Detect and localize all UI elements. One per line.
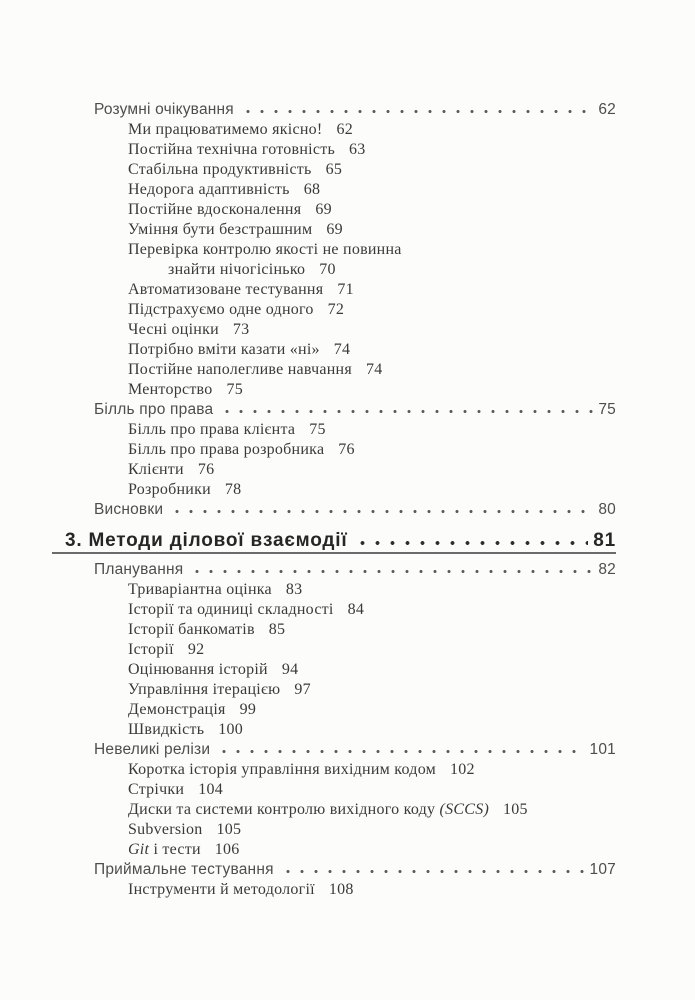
toc-entry-level2 xyxy=(0,620,695,640)
toc-entry-level1 xyxy=(0,560,695,580)
label-segment: Приймальне тестування xyxy=(94,861,274,878)
label-segment: Інструменти й методології xyxy=(128,881,315,898)
entry-label xyxy=(94,500,163,520)
label-segment: Менторство xyxy=(128,381,213,398)
toc-entry-level2 xyxy=(0,720,695,740)
label-segment: Розробники xyxy=(128,481,211,498)
page-number: 84 xyxy=(347,601,365,618)
page-number: 76 xyxy=(338,441,355,458)
label-segment: 3. Методи ділової взаємодії xyxy=(65,530,348,551)
entry-label xyxy=(128,681,280,698)
page-number: 75 xyxy=(226,381,243,398)
page-number: 69 xyxy=(326,221,343,238)
entry-label xyxy=(128,781,184,798)
page-number: 108 xyxy=(328,881,354,898)
entry-label xyxy=(128,421,295,438)
label-segment: Потрібно вміти казати «ні» xyxy=(128,341,320,358)
toc-entry-level2 xyxy=(0,880,695,900)
entry-label xyxy=(94,560,183,580)
entry-label xyxy=(128,301,314,318)
label-segment: Постійне наполегливе навчання xyxy=(128,361,352,378)
toc-entry-level2 xyxy=(0,120,695,140)
label-segment: Автоматизоване тестування xyxy=(128,281,324,298)
page-number: 73 xyxy=(232,321,250,338)
label-segment: Підстрахуємо одне одного xyxy=(128,301,314,318)
entry-label xyxy=(128,361,352,378)
entry-label xyxy=(128,601,334,618)
label-segment: Швидкість xyxy=(128,721,205,738)
page-number: 69 xyxy=(315,201,332,218)
entry-label xyxy=(128,141,335,158)
dot-leader xyxy=(187,569,593,574)
label-segment: Розумні очікування xyxy=(94,101,234,118)
label-segment: Постійне вдосконалення xyxy=(128,201,302,218)
label-segment: Оцінювання історій xyxy=(128,661,268,678)
label-segment: Історії та одиниці складності xyxy=(128,601,334,618)
entry-label xyxy=(128,721,204,738)
toc-entry-level2 xyxy=(0,300,695,320)
entry-label xyxy=(128,461,184,478)
label-segment: Чесні оцінки xyxy=(128,321,219,338)
label-segment: Git xyxy=(128,841,150,858)
entry-label xyxy=(128,221,312,238)
entry-label xyxy=(128,381,213,398)
toc-entry-level2 xyxy=(0,240,695,260)
toc-entry-level2 xyxy=(0,380,695,400)
toc-entry-level1 xyxy=(0,100,695,120)
entry-label xyxy=(128,621,255,638)
label-segment: (SCCS) xyxy=(439,801,490,818)
page-number: 62 xyxy=(336,121,353,138)
toc-entry-level2 xyxy=(0,440,695,460)
toc-entry-level1 xyxy=(0,500,695,520)
toc-entry-level1 xyxy=(0,740,695,760)
toc-entry-level2 xyxy=(0,320,695,340)
page-number: 71 xyxy=(337,281,354,298)
label-segment: Білль про права клієнта xyxy=(128,421,296,438)
toc-entry-level1 xyxy=(0,400,695,420)
page-number: 70 xyxy=(319,261,336,278)
page-number: 72 xyxy=(327,301,345,318)
entry-label xyxy=(128,281,323,298)
page-number: 85 xyxy=(268,621,286,638)
label-segment: Перевірка контролю якості не повинна xyxy=(128,241,402,258)
toc-entry-level2 xyxy=(0,340,695,360)
dot-leader xyxy=(167,509,593,514)
toc-entry-level2 xyxy=(0,580,695,600)
entry-label xyxy=(128,441,324,458)
toc-entry-level2 xyxy=(0,420,695,440)
page-number: 62 xyxy=(598,101,616,118)
label-segment: Невеликі релізи xyxy=(94,741,211,758)
label-segment: Постійна технічна готовність xyxy=(128,141,336,158)
entry-label xyxy=(128,801,489,818)
toc-entry-level2 xyxy=(0,280,695,300)
label-segment: Демонстрація xyxy=(128,701,226,718)
label-segment: і тести xyxy=(149,841,201,858)
label-segment: знайти нічогісінько xyxy=(168,261,306,278)
page-number: 75 xyxy=(309,421,326,438)
label-segment: Subversion xyxy=(128,821,203,838)
label-segment: Історії банкоматів xyxy=(128,621,255,638)
dot-leader xyxy=(217,409,593,414)
entry-label xyxy=(94,860,274,880)
label-segment: Коротка історія управління вихідним кодом xyxy=(128,761,437,778)
page-number: 76 xyxy=(197,461,215,478)
page-number: 65 xyxy=(325,161,343,178)
page-number: 106 xyxy=(214,841,240,858)
toc-entry-level2 xyxy=(0,220,695,240)
page-number: 92 xyxy=(187,641,205,658)
label-segment: Білль про права розробника xyxy=(128,441,325,458)
page-number: 99 xyxy=(239,701,257,718)
entry-label xyxy=(128,201,301,218)
label-segment: Управління ітерацією xyxy=(128,681,281,698)
page-number: 100 xyxy=(218,721,244,738)
entry-label xyxy=(168,261,305,278)
toc-entry-level2-continuation xyxy=(0,260,695,280)
entry-label xyxy=(128,841,201,858)
entry-label xyxy=(128,161,312,178)
toc-entry-level2 xyxy=(0,360,695,380)
toc-entry-level2 xyxy=(0,760,695,780)
toc-entry-level2 xyxy=(0,700,695,720)
entry-label xyxy=(128,821,203,838)
table-of-contents xyxy=(0,100,695,900)
entry-label xyxy=(128,181,290,198)
toc-entry-level2 xyxy=(0,180,695,200)
page-number: 94 xyxy=(281,661,299,678)
entry-label xyxy=(128,241,402,258)
page-number: 74 xyxy=(365,361,383,378)
label-segment: Триваріантна оцінка xyxy=(128,581,272,598)
dot-leader xyxy=(278,869,585,874)
entry-label xyxy=(128,761,436,778)
toc-entry-level2 xyxy=(0,200,695,220)
toc-entry-level2 xyxy=(0,820,695,840)
page-number: 81 xyxy=(593,530,616,551)
entry-label xyxy=(128,121,322,138)
label-segment: Стрічки xyxy=(128,781,185,798)
entry-label xyxy=(128,881,315,898)
dot-leader xyxy=(214,749,584,754)
page-number: 107 xyxy=(589,861,616,878)
toc-entry-level2 xyxy=(0,660,695,680)
entry-label xyxy=(94,740,210,760)
entry-label xyxy=(128,481,211,498)
entry-label xyxy=(128,581,272,598)
toc-entry-level2 xyxy=(0,680,695,700)
page-number: 101 xyxy=(589,741,616,758)
page-number: 68 xyxy=(303,181,321,198)
page-number: 82 xyxy=(598,561,616,578)
entry-label xyxy=(128,661,268,678)
label-segment: Ми працюватимемо якісно! xyxy=(128,121,323,138)
toc-entry-level2 xyxy=(0,780,695,800)
page-number: 97 xyxy=(294,681,311,698)
page-number: 63 xyxy=(349,141,366,158)
page-number: 105 xyxy=(216,821,242,838)
toc-entry-level2 xyxy=(0,640,695,660)
label-segment: Недорога адаптивність xyxy=(128,181,290,198)
page-number: 104 xyxy=(198,781,223,798)
entry-label xyxy=(128,341,320,358)
toc-entry-level2 xyxy=(0,140,695,160)
label-segment: Стабільна продуктивність xyxy=(128,161,312,178)
label-segment: Білль про права xyxy=(94,401,214,418)
toc-entry-level1 xyxy=(0,860,695,880)
page-number: 78 xyxy=(224,481,242,498)
toc-entry-level2 xyxy=(0,460,695,480)
page-number: 80 xyxy=(598,501,616,518)
page-number: 83 xyxy=(285,581,303,598)
toc-entry-level2 xyxy=(0,600,695,620)
page-number: 75 xyxy=(598,401,616,418)
label-segment: Планування xyxy=(94,561,184,578)
entry-label xyxy=(94,100,234,120)
chapter-heading xyxy=(52,528,616,554)
toc-entry-level2 xyxy=(0,800,695,820)
entry-label xyxy=(128,641,174,658)
dot-leader xyxy=(238,109,593,114)
toc-entry-level2 xyxy=(0,840,695,860)
toc-entry-level2 xyxy=(0,480,695,500)
label-segment: Висновки xyxy=(94,501,164,518)
toc-entry-level2 xyxy=(0,160,695,180)
label-segment: Історії xyxy=(128,641,174,658)
entry-label xyxy=(128,321,219,338)
label-segment: Диски та системи контролю вихідного коду xyxy=(128,801,440,818)
entry-label xyxy=(94,400,213,420)
page-number: 74 xyxy=(333,341,351,358)
dot-leader xyxy=(352,540,589,546)
entry-label xyxy=(65,528,348,554)
entry-label xyxy=(128,701,226,718)
label-segment: Клієнти xyxy=(128,461,184,478)
label-segment: Уміння бути безстрашним xyxy=(128,221,313,238)
page-number: 105 xyxy=(503,801,528,818)
page-number: 102 xyxy=(450,761,475,778)
